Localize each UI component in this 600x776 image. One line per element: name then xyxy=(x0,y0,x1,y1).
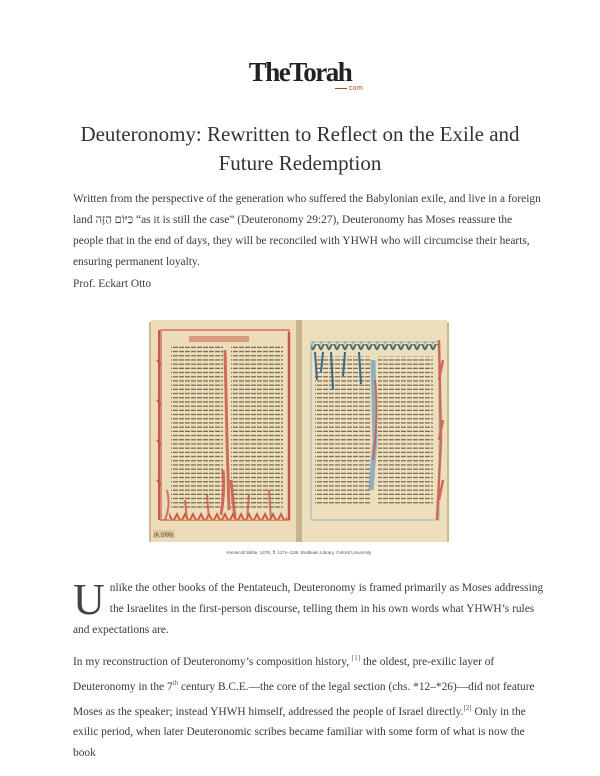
summary-text-start: Written from the perspective of the generation who suffered the Babylonian exile, and live in a foreign land xyxy=(73,193,541,226)
logo-suffix: com xyxy=(335,85,363,92)
summary-hebrew: כַּיּוֹם הַזֶּה xyxy=(95,214,134,226)
footnote-ref-1[interactable]: [1] xyxy=(351,654,361,662)
manuscript-image xyxy=(149,320,449,542)
article-summary xyxy=(73,189,545,273)
paragraph-2-text-d: Only in the exilic period, when later Deuteronomic scribes became familiar with some form of what is now the book xyxy=(73,705,526,760)
logo-wordmark: TheTorah xyxy=(248,57,352,87)
paragraph-1-text: nlike the other books of the Pentateuch, Deuteronomy is framed primarily as Moses addressing the Israelites in the first-person discourse, telling them in his own words what YHWH’s rules and expectations are. xyxy=(73,582,544,636)
paragraph-2-text-c: century B.C.E.—the core of the legal section (chs. *12–*26)—did not feature Moses as the speaker; instead YHWH himself, addressed the people of Israel directly. xyxy=(73,680,535,718)
ordinal-suffix: th xyxy=(172,678,179,687)
figure-caption: Kennicott Bible, 1476, ff. 117v–118r. Bodleian Library, Oxford University xyxy=(226,550,372,555)
article-title: Deuteronomy: Rewritten to Reflect on the Exile and Future Redemption xyxy=(80,122,520,175)
summary-text-end: “as it is still the case” (Deuteronomy 29:27), Deuteronomy has Moses reassure the people that in the end of days, they will be reconciled with YHWH who will circumcise their hearts, ensuring permanent loyalty. xyxy=(73,214,530,268)
article-author[interactable]: Prof. Eckart Otto xyxy=(73,278,152,290)
drop-cap: U xyxy=(73,575,105,624)
paragraph-2-text-b: the oldest, pre-exilic layer of Deuteronomy in the 7 xyxy=(73,655,495,693)
article-paragraph-2 xyxy=(73,648,545,764)
paragraph-2-text-a: In my reconstruction of Deuteronomy’s composition history, xyxy=(73,655,352,668)
footnote-ref-2[interactable]: [2] xyxy=(463,703,472,712)
article-paragraph-1 xyxy=(73,575,545,641)
manuscript-stamp: (K.1990) xyxy=(154,532,174,539)
site-logo[interactable] xyxy=(0,57,600,92)
